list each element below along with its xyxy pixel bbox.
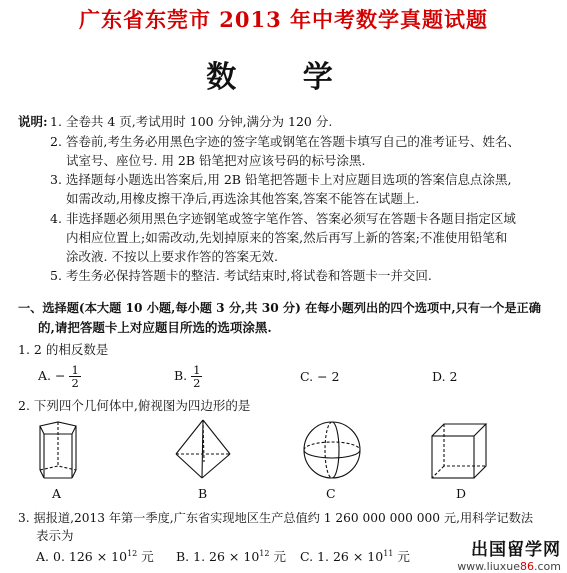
notes-label: 说明: bbox=[18, 114, 48, 129]
q3-c-label: C. bbox=[300, 549, 314, 564]
section1-heading-line-1: 一、选择题(本大题 10 小题,每小题 3 分,共 30 分) 在每小题列出的四个选项中,只有一个是正确 bbox=[18, 301, 541, 315]
q1-b-denominator: 2 bbox=[193, 376, 201, 390]
note-5: 5. 考生务必保持答题卡的整洁. 考试结束时,将试卷和答题卡一并交回. bbox=[50, 268, 432, 283]
q1-option-a bbox=[38, 364, 81, 389]
pentagonal-prism-figure bbox=[30, 420, 86, 482]
watermark-url-suffix: .com bbox=[534, 560, 561, 573]
q1-b-label: B. bbox=[174, 368, 188, 383]
watermark-url-highlight: 86 bbox=[520, 560, 534, 573]
q3-b-exponent: 12 bbox=[259, 548, 270, 558]
note-2-line-2: 试室号、座位号. 用 2B 铅笔把对应该号码的标号涂黑. bbox=[66, 153, 366, 168]
q3-a-unit: 元 bbox=[141, 549, 154, 564]
q3-c-exponent: 11 bbox=[383, 548, 394, 558]
q1-a-numerator: 1 bbox=[71, 363, 79, 377]
q1-a-label: A. bbox=[38, 368, 52, 383]
q3-option-a bbox=[36, 547, 154, 565]
pyramid-figure bbox=[172, 418, 234, 482]
q3-a-exponent: 12 bbox=[127, 548, 138, 558]
subject-title: 数 学 bbox=[206, 60, 361, 95]
note-4-line-1: 4. 非选择题必须用黑色字迹钢笔或签字笔作答、答案必须写在答题卡各题目指定区域 bbox=[50, 211, 516, 226]
note-2-line-1: 2. 答卷前,考生务必用黑色字迹的签字笔或钢笔在答题卡填写自己的准考证号、姓名、 bbox=[50, 134, 520, 149]
note-1: 1. 全卷共 4 页,考试用时 100 分钟,满分为 120 分. bbox=[50, 114, 333, 129]
q2-label-a: A bbox=[52, 486, 62, 501]
watermark-name: 出国留学网 bbox=[471, 540, 561, 560]
q1-b-numerator: 1 bbox=[193, 363, 201, 377]
q3-option-c bbox=[300, 547, 410, 565]
section1-heading-line-2: 的,请把答题卡上对应题目所选的选项涂黑. bbox=[38, 320, 272, 335]
q1-a-sign: − bbox=[55, 368, 66, 383]
q3-c-base: 1. 26 × 10 bbox=[317, 549, 384, 564]
q3-b-unit: 元 bbox=[273, 549, 286, 564]
site-watermark bbox=[457, 535, 561, 573]
q1-b-fraction bbox=[191, 364, 202, 389]
q3-stem-line-2: 表示为 bbox=[36, 528, 74, 543]
note-3-line-1: 3. 选择题每小题选出答案后,用 2B 铅笔把答题卡上对应题目选项的答案信息点涂黑, bbox=[50, 172, 512, 187]
watermark-url bbox=[457, 560, 561, 573]
watermark-url-prefix: www.liuxue bbox=[457, 560, 520, 573]
q1-option-c: C. − 2 bbox=[300, 369, 340, 384]
q1-option-d: D. 2 bbox=[432, 369, 458, 384]
q3-stem-line-1: 3. 据报道,2013 年第一季度,广东省实现地区生产总值约 1 260 000 000 000 元,用科学记数法 bbox=[18, 511, 534, 525]
q2-label-d: D bbox=[456, 486, 467, 501]
page-title: 广东省东莞市 2013 年中考数学真题试题 bbox=[78, 7, 489, 32]
q3-a-label: A. bbox=[36, 549, 50, 564]
q3-b-label: B. bbox=[176, 549, 190, 564]
q2-label-c: C bbox=[326, 486, 336, 501]
note-4-line-2: 内相应位置上;如需改动,先划掉原来的答案,然后再写上新的答案;不准使用铅笔和 bbox=[66, 230, 508, 245]
sphere-figure bbox=[300, 418, 364, 482]
q3-c-unit: 元 bbox=[397, 549, 410, 564]
cube-figure bbox=[428, 420, 490, 482]
q1-a-denominator: 2 bbox=[71, 376, 79, 390]
q3-a-base: 0. 126 × 10 bbox=[53, 549, 128, 564]
q1-option-b bbox=[174, 364, 202, 389]
q2-stem: 2. 下列四个几何体中,俯视图为四边形的是 bbox=[18, 398, 251, 413]
q2-label-b: B bbox=[198, 486, 208, 501]
q1-a-fraction bbox=[69, 364, 80, 389]
note-4-line-3: 涂改液. 不按以上要求作答的答案无效. bbox=[66, 249, 278, 264]
note-3-line-2: 如需改动,用橡皮擦干净后,再选涂其他答案,答案不能答在试题上. bbox=[66, 191, 420, 206]
q1-stem: 1. 2 的相反数是 bbox=[18, 342, 109, 357]
q3-b-base: 1. 26 × 10 bbox=[193, 549, 260, 564]
q3-option-b bbox=[176, 547, 286, 565]
